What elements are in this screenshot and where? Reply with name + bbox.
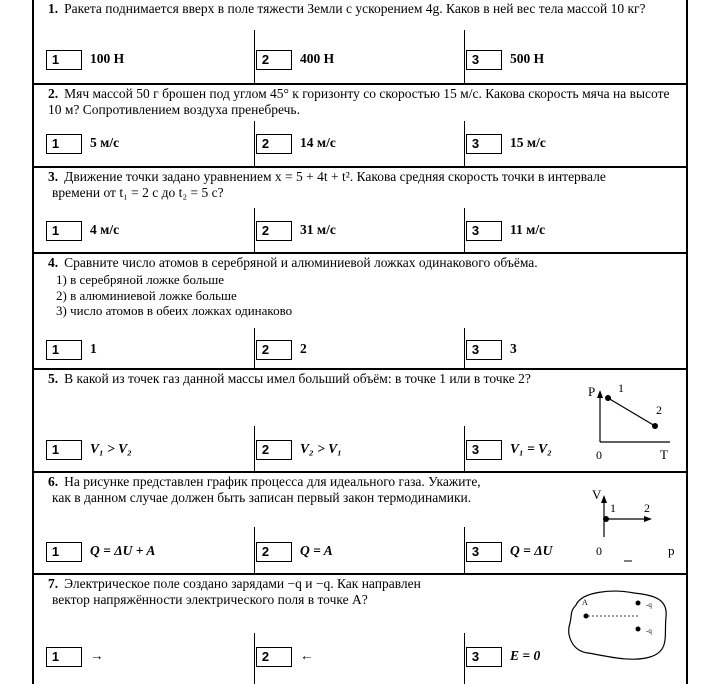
svg-text:2: 2	[644, 501, 650, 515]
svg-text:2: 2	[656, 403, 662, 417]
pt-graph	[582, 376, 682, 468]
answer-box[interactable]	[484, 647, 502, 667]
svg-text:1: 1	[610, 501, 616, 515]
answer-choices: 1) в серебряной ложке больше 2) в алюминиевой ложке больше 3) число атомов в обеих ложках одинаково	[56, 272, 293, 318]
answer-box[interactable]	[64, 647, 82, 667]
svg-text:0: 0	[596, 448, 602, 462]
svg-text:A: A	[582, 598, 588, 607]
point-2	[652, 423, 658, 429]
answer-box[interactable]	[64, 221, 82, 241]
svg-text:1: 1	[618, 381, 624, 395]
test-sheet	[32, 0, 688, 684]
question-5: 5. В какой из точек газ данной массы имел больший объём: в точке 1 или в точке 2? P 0 T 1 2 1 V₁ > V₂ 2 V₂ > V₁ 3 V₁ = V₂	[34, 370, 686, 473]
question-text: 7. Электрическое поле создано зарядами −q и −q. Как направлен вектор напряжённости электрического поля в точке А?	[48, 576, 421, 607]
answer-box[interactable]	[484, 50, 502, 70]
answer-box[interactable]	[64, 440, 82, 460]
answer-box[interactable]	[274, 50, 292, 70]
answer-box[interactable]	[274, 134, 292, 154]
point-1	[605, 395, 611, 401]
vp-graph	[582, 481, 682, 571]
answer-box[interactable]	[64, 134, 82, 154]
answer-box[interactable]	[484, 542, 502, 562]
point-a	[584, 614, 589, 619]
question-text: 4. Сравните число атомов в серебряной и алюминиевой ложках одинакового объёма.	[48, 255, 538, 270]
answer-box[interactable]	[274, 340, 292, 360]
question-text: 2. Мяч массой 50 г брошен под углом 45° к горизонту со скоростью 15 м/с. Какова скорость мяча на высоте 10 м? Сопротивлением воздуха пренебречь.	[48, 86, 670, 117]
question-text: 6. На рисунке представлен график процесса для идеального газа. Укажите, как в данном случае должен быть записан первый закон термодинамики.	[48, 474, 481, 505]
answer-box[interactable]	[274, 647, 292, 667]
answer-box[interactable]	[484, 134, 502, 154]
svg-text:p: p	[668, 543, 675, 558]
question-1: 1. Ракета поднимается вверх в поле тяжести Земли с ускорением 4g. Каков в ней вес тела массой 10 кг? 1 100 Н 2 400 Н 3 500 Н	[34, 0, 686, 85]
svg-text:-q: -q	[646, 601, 652, 609]
question-2: 2. Мяч массой 50 г брошен под углом 45° к горизонту со скоростью 15 м/с. Какова скорость мяча на высоте 10 м? Сопротивлением воздуха пренебречь. 1 5 м/с 2 14 м/с 3 15 м/с	[34, 85, 686, 168]
answer-box[interactable]	[274, 440, 292, 460]
question-3: 3. Движение точки задано уравнением x = 5 + 4t + t². Какова средняя скорость точки в интервале времени от t₁ = 2 с до t₂ = 5 с? 1 4 м/с 2 31 м/с 3 11 м/с	[34, 168, 686, 254]
charge-1	[636, 601, 641, 606]
answer-box[interactable]	[484, 340, 502, 360]
question-4: 4. Сравните число атомов в серебряной и алюминиевой ложках одинакового объёма. 1) в серебряной ложке больше 2) в алюминиевой ложке больше 3) число атомов в обеих ложках одинаково 1 1 2 2 3 3	[34, 254, 686, 370]
question-7: 7. Электрическое поле создано зарядами −q и −q. Как направлен вектор напряжённости электрического поля в точке А? A -q -q 1 → 2 ← 3 E = 0	[34, 575, 686, 684]
y-axis-label: P	[588, 384, 596, 399]
answer-box[interactable]	[64, 340, 82, 360]
charge-2	[636, 627, 641, 632]
y-axis-label: V	[592, 487, 602, 502]
svg-text:-q: -q	[646, 627, 652, 635]
answer-box[interactable]	[484, 221, 502, 241]
point-1	[603, 516, 609, 522]
question-6: 6. На рисунке представлен график процесса для идеального газа. Укажите, как в данном случае должен быть записан первый закон термодинамики. V 1 2 0 p 1 Q = ΔU + A 2 Q = A 3 Q = ΔU	[34, 473, 686, 575]
question-text: 5. В какой из точек газ данной массы имел больший объём: в точке 1 или в точке 2?	[48, 371, 531, 386]
answer-box[interactable]	[274, 542, 292, 562]
answer-box[interactable]	[484, 440, 502, 460]
svg-text:0: 0	[596, 544, 602, 558]
answer-box[interactable]	[64, 542, 82, 562]
question-text: 3. Движение точки задано уравнением x = 5 + 4t + t². Какова средняя скорость точки в интервале времени от t₁ = 2 с до t₂ = 5 с?	[48, 169, 606, 200]
answer-box[interactable]	[274, 221, 292, 241]
answer-box[interactable]	[64, 50, 82, 70]
question-text: 1. Ракета поднимается вверх в поле тяжести Земли с ускорением 4g. Каков в ней вес тела массой 10 кг?	[48, 1, 646, 16]
svg-text:T: T	[660, 447, 668, 462]
charges-figure	[562, 585, 674, 663]
